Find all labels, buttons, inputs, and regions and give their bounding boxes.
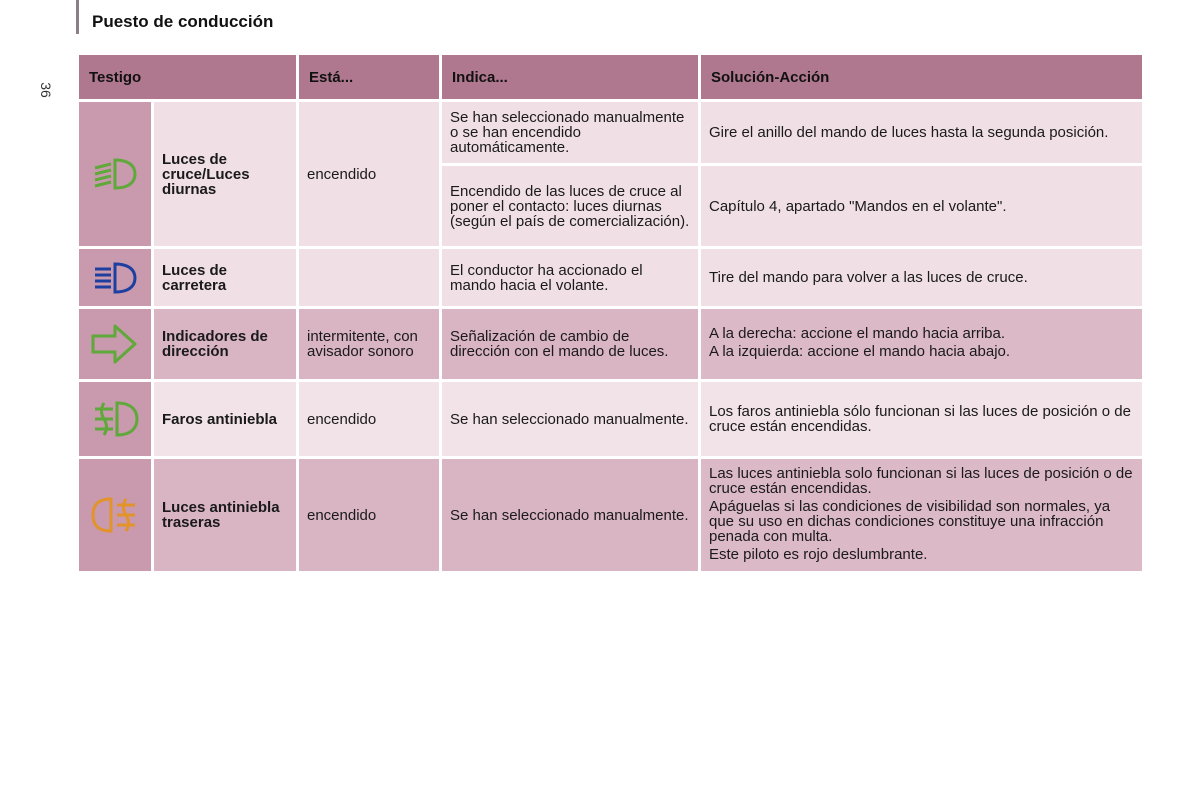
solucion-line: A la derecha: accione el mando hacia arriba. (709, 325, 1006, 342)
row-esta: encendido (299, 459, 439, 571)
page-number: 36 (37, 82, 54, 98)
row-solucion: Gire el anillo del mando de luces hasta la segunda posición. (701, 102, 1142, 163)
row-name: Luces antiniebla traseras (154, 459, 296, 571)
header-solucion: Solución-Acción (701, 55, 1142, 99)
icon-cell (79, 309, 151, 379)
row-indica: Encendido de las luces de cruce al poner el contacto: luces diurnas (según el país de comercialización). (442, 166, 698, 246)
row-name: Luces de cruce/Luces diurnas (154, 102, 296, 246)
table-row (79, 102, 1142, 163)
high-beam-headlight-icon (79, 260, 151, 296)
icon-cell (79, 382, 151, 456)
page-title: Puesto de conducción (92, 12, 274, 31)
solucion-line: A la izquierda: accione el mando hacia abajo. (709, 343, 1011, 360)
solucion-line: Este piloto es rojo deslumbrante. (709, 545, 928, 563)
row-solucion (701, 309, 1142, 379)
row-indica: Se han seleccionado manualmente. (442, 459, 698, 571)
header-esta: Está... (299, 55, 439, 99)
warning-lights-table (76, 52, 1145, 574)
low-beam-headlight-icon (79, 156, 151, 192)
table-row (79, 309, 1142, 379)
row-esta: intermitente, con avisador sonoro (299, 309, 439, 379)
row-indica: Señalización de cambio de dirección con el mando de luces. (442, 309, 698, 379)
table-row (79, 382, 1142, 456)
turn-signal-icon (79, 322, 151, 366)
row-indica: Se han seleccionado manualmente. (442, 382, 698, 456)
table-row (79, 249, 1142, 306)
row-esta: encendido (299, 102, 439, 246)
row-solucion: Los faros antiniebla sólo funcionan si las luces de posición o de cruce están encendidas. (701, 382, 1142, 456)
row-solucion (701, 459, 1142, 571)
row-name: Indicadores de dirección (154, 309, 296, 379)
row-name: Faros antiniebla (154, 382, 296, 456)
header-testigo: Testigo (79, 55, 296, 99)
row-solucion: Tire del mando para volver a las luces de cruce. (701, 249, 1142, 306)
header-indica: Indica... (442, 55, 698, 99)
row-esta (299, 249, 439, 306)
row-name: Luces de carretera (154, 249, 296, 306)
title-accent-bar (76, 0, 79, 34)
icon-cell (79, 102, 151, 246)
table-header-row (79, 55, 1142, 99)
icon-cell (79, 249, 151, 306)
row-indica: Se han seleccionado manualmente o se han encendido automáticamente. (442, 102, 698, 163)
solucion-line: Las luces antiniebla solo funcionan si las luces de posición o de cruce están encendidas. (709, 464, 1133, 497)
rear-fog-light-icon (79, 495, 151, 535)
row-solucion: Capítulo 4, apartado "Mandos en el volante". (701, 166, 1142, 246)
table-row (79, 459, 1142, 571)
front-fog-light-icon (79, 399, 151, 439)
icon-cell (79, 459, 151, 571)
row-indica: El conductor ha accionado el mando hacia el volante. (442, 249, 698, 306)
row-esta: encendido (299, 382, 439, 456)
solucion-line: Apáguelas si las condiciones de visibilidad son normales, ya que su uso en dichas condiciones constituye una infracción penada con multa. (709, 497, 1111, 545)
